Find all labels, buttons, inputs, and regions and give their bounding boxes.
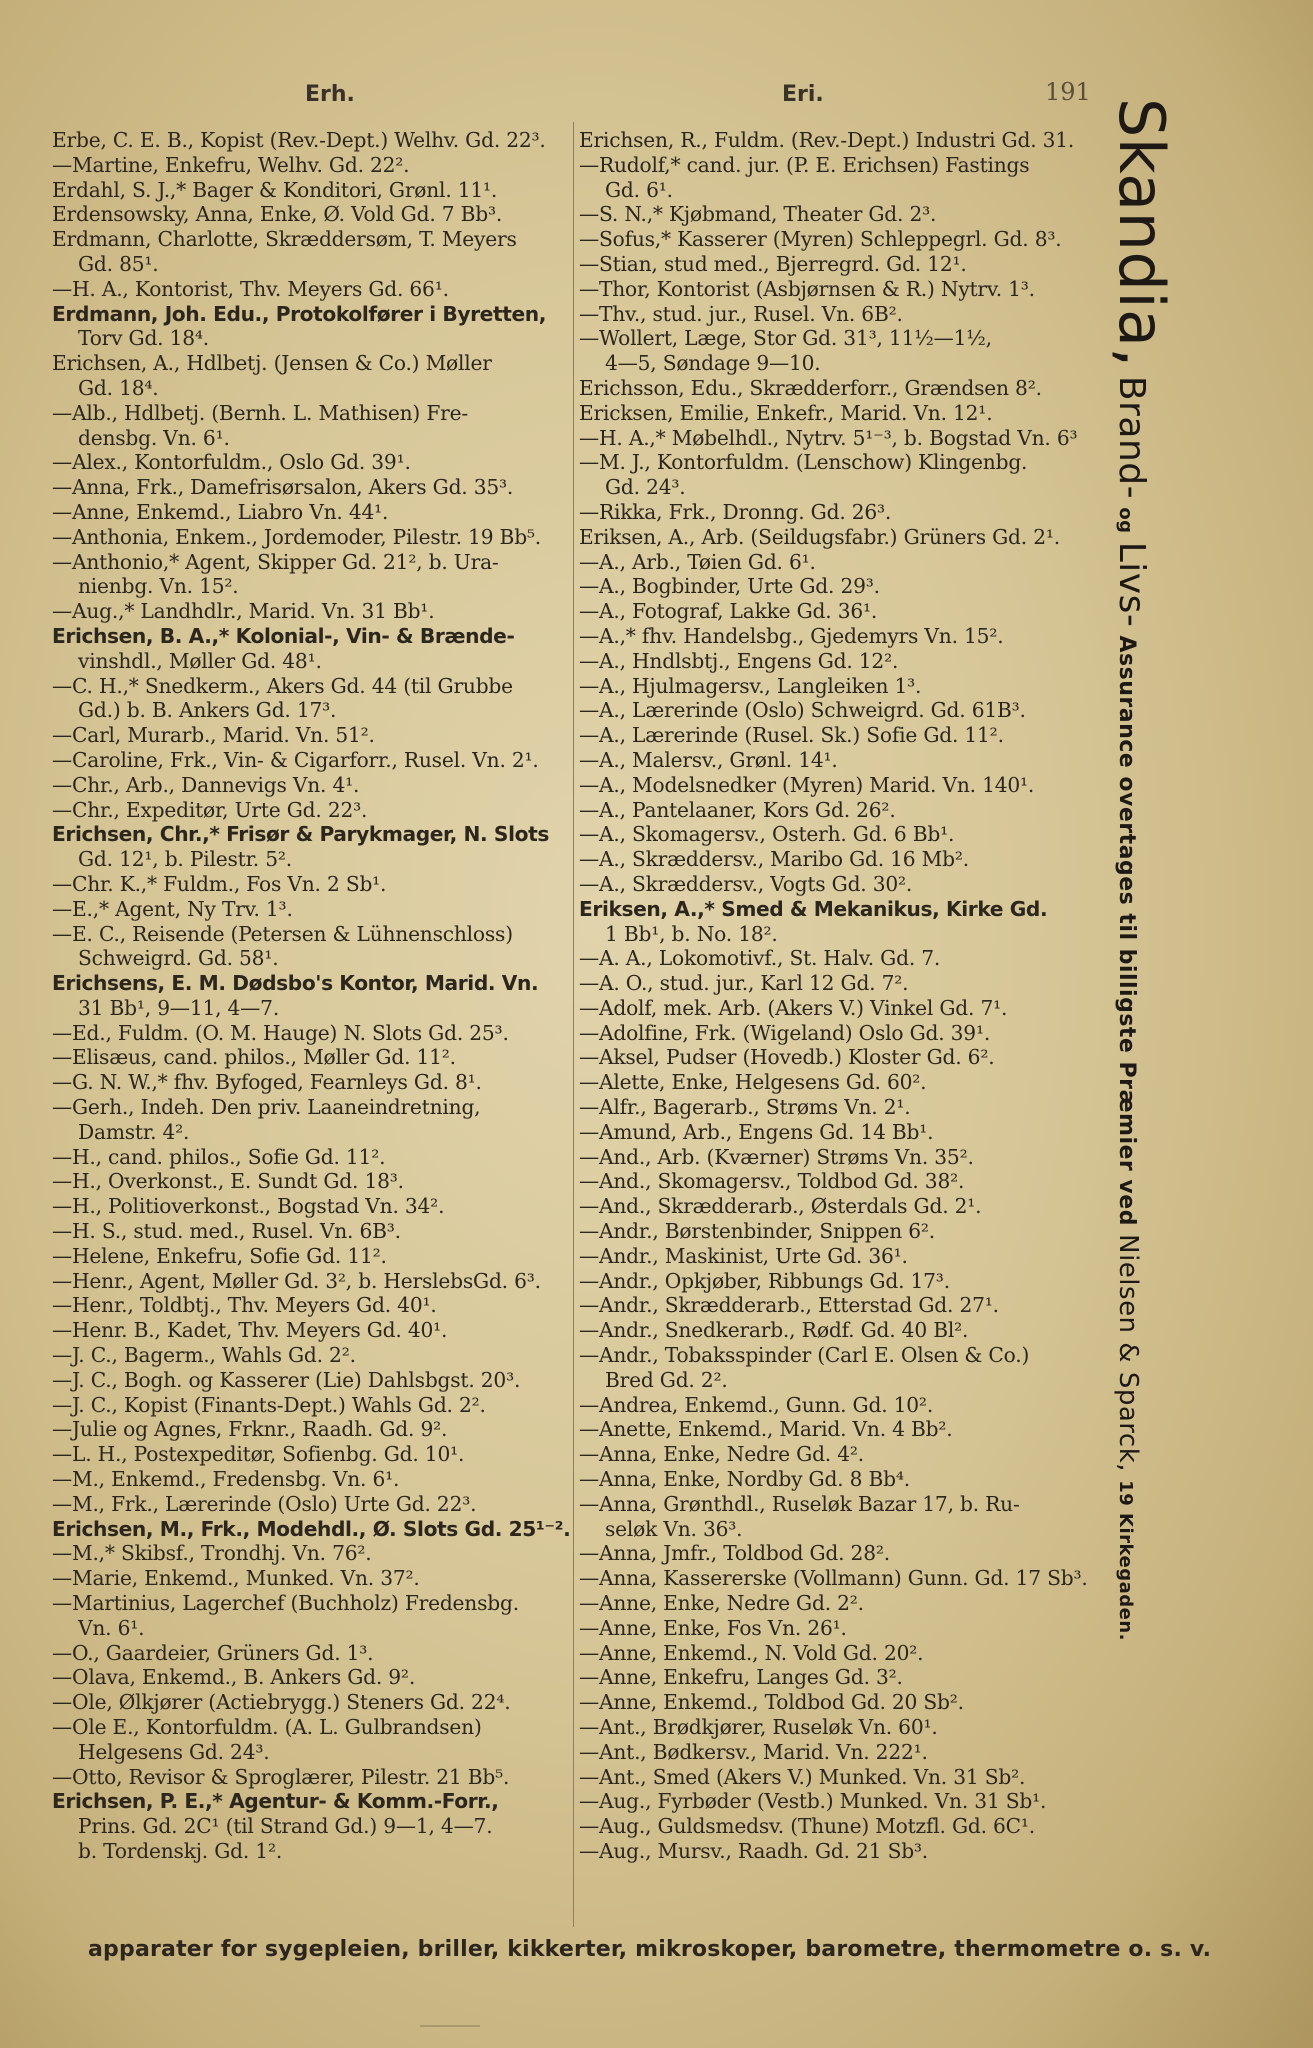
directory-line: —Alex., Kontorfuldm., Oslo Gd. 39¹. [52,450,411,475]
directory-line: —Anthonia, Enkem., Jordemoder, Pilestr. 19 Bb⁵. [52,524,542,549]
directory-line: Vn. 6¹. [78,1615,145,1640]
directory-line: —H., Overkonst., E. Sundt Gd. 18³. [52,1169,404,1194]
directory-line: Gd. 12¹, b. Pilestr. 5². [78,847,292,872]
directory-line: —A., Malersv., Grønl. 14¹. [579,747,838,772]
running-head-center: Eri. [782,82,824,107]
directory-line: —A., Bogbinder, Urte Gd. 29³. [579,574,880,599]
directory-line: —Anne, Enkemd., Toldbod Gd. 20 Sb². [579,1690,964,1715]
directory-line: —Aug., Mursv., Raadh. Gd. 21 Sb³. [579,1838,929,1863]
directory-line: —A., Lærerinde (Oslo) Schweigrd. Gd. 61B³. [579,698,1026,723]
directory-line: 31 Bb¹, 9—11, 4—7. [78,995,280,1020]
directory-line: nienbg. Vn. 15². [78,574,239,599]
directory-line: —Chr., Expeditør, Urte Gd. 22³. [52,797,368,822]
directory-line: —Anna, Frk., Damefrisørsalon, Akers Gd. 35³. [52,475,514,500]
directory-line: —H., Politioverkonst., Bogstad Vn. 34². [52,1194,445,1219]
directory-line: —Olava, Enkemd., B. Ankers Gd. 9². [52,1665,416,1690]
directory-line: —A. O., stud. jur., Karl 12 Gd. 7². [579,971,909,996]
directory-line: —Anna, Kassererske (Vollmann) Gunn. Gd. 17 Sb³. [579,1566,1088,1591]
directory-line: Gd. 85¹. [78,251,159,276]
directory-line: —Aksel, Pudser (Hovedb.) Kloster Gd. 6². [579,1045,995,1070]
directory-line: —A., Arb., Tøien Gd. 6¹. [579,549,816,574]
directory-line: —H. A.,* Møbelhdl., Nytrv. 5¹⁻³, b. Bogstad Vn. 6³ [579,425,1078,450]
directory-line: —Aug., Guldsmedsv. (Thune) Motzfl. Gd. 6C¹. [579,1814,1036,1839]
directory-line: —A., Modelsnedker (Myren) Marid. Vn. 140¹. [579,772,1035,797]
directory-line: —H. A., Kontorist, Thv. Meyers Gd. 66¹. [52,276,449,301]
directory-line: —Andr., Skrædderarb., Etterstad Gd. 27¹. [579,1293,999,1318]
directory-line: —Henr., Toldbtj., Thv. Meyers Gd. 40¹. [52,1293,437,1318]
directory-line: —Marie, Enkemd., Munked. Vn. 37². [52,1566,420,1591]
ad-body: Assurance overtages til billigste Præmier ved [1114,635,1139,1226]
directory-line: —Andr., Snedkerarb., Rødf. Gd. 40 Bl². [579,1318,969,1343]
directory-line: —C. H.,* Snedkerm., Akers Gd. 44 (til Grubbe [52,673,513,698]
directory-line: —Anette, Enkemd., Marid. Vn. 4 Bb². [579,1417,953,1442]
directory-line: Erichsen, M., Frk., Modehdl., Ø. Slots Gd. 25¹⁻². [52,1516,571,1541]
directory-line: 4—5, Søndage 9—10. [605,351,821,376]
directory-line: Erichsen, R., Fuldm. (Rev.-Dept.) Industri Gd. 31. [579,128,1075,152]
directory-line: —Alette, Enke, Helgesens Gd. 60². [579,1070,927,1095]
directory-line: —Adolf, mek. Arb. (Akers V.) Vinkel Gd. 7¹. [579,995,1008,1020]
directory-line: —Anne, Enkemd., N. Vold Gd. 20². [579,1640,924,1665]
running-head-left: Erh. [305,82,355,107]
directory-line: —Anna, Grønthdl., Ruseløk Bazar 17, b. Ru- [579,1491,1020,1516]
directory-line: —Ole E., Kontorfuldm. (A. L. Gulbrandsen) [52,1715,482,1739]
directory-line: —A., Hjulmagersv., Langleiken 1³. [579,673,922,698]
directory-line: —A., Skræddersv., Maribo Gd. 16 Mb². [579,847,969,872]
directory-line: —Wollert, Læge, Stor Gd. 31³, 11½—1½, [579,326,992,351]
directory-line: —Caroline, Frk., Vin- & Cigarforr., Rusel. Vn. 2¹. [52,747,539,772]
directory-line: —Thv., stud. jur., Rusel. Vn. 6B². [579,301,903,326]
directory-line: —A., Pantelaaner, Kors Gd. 26². [579,797,896,822]
ad-address: 19 Kirkegaden. [1115,1480,1136,1641]
directory-line: —Otto, Revisor & Sproglærer, Pilestr. 21 Bb⁵. [52,1764,510,1789]
ad-livs-word: Livs- [1111,541,1152,628]
directory-line: —Anne, Enkefru, Langes Gd. 3². [579,1665,903,1690]
directory-line: Erdmann, Joh. Edu., Protokolfører i Byretten, [52,301,546,326]
directory-line: —Stian, stud med., Bjerregrd. Gd. 12¹. [579,251,967,276]
directory-line: —Chr. K.,* Fuldm., Fos Vn. 2 Sb¹. [52,871,387,896]
directory-line: Erichsens, E. M. Dødsbo's Kontor, Marid. Vn. [52,971,539,996]
directory-line: Gd. 18⁴. [78,375,159,400]
directory-line: Gd. 24³. [605,475,686,500]
directory-line: —M., Frk., Lærerinde (Oslo) Urte Gd. 22³. [52,1491,477,1516]
directory-line: —J. C., Bagerm., Wahls Gd. 2². [52,1343,356,1368]
directory-line: —Elisæus, cand. philos., Møller Gd. 11². [52,1045,456,1070]
directory-line: Erichsen, Chr.,* Frisør & Parykmager, N. Slots [52,822,549,847]
directory-line: —Andr., Maskinist, Urte Gd. 36¹. [579,1243,908,1268]
directory-line: Torv Gd. 18⁴. [78,326,210,351]
directory-line: —Andrea, Enkemd., Gunn. Gd. 10². [579,1392,934,1417]
directory-line: —A., Skomagersv., Osterh. Gd. 6 Bb¹. [579,822,955,847]
directory-line: Eriksen, A., Arb. (Seildugsfabr.) Grüners Gd. 2¹. [579,524,1060,549]
directory-line: 1 Bb¹, b. No. 18². [605,921,778,946]
directory-line: Erichsson, Edu., Skrædderforr., Grændsen 8². [579,375,1042,400]
directory-line: —Ed., Fuldm. (O. M. Hauge) N. Slots Gd. 25³. [52,1020,509,1045]
directory-line: —J. C., Bogh. og Kasserer (Lie) Dahlsbgst. 20³. [52,1367,521,1392]
directory-line: Gd. 6¹. [605,177,673,202]
directory-line: —H., cand. philos., Sofie Gd. 11². [52,1144,386,1169]
directory-line: Erdahl, S. J.,* Bager & Konditori, Grønl. 11¹. [52,177,498,202]
column-divider [573,122,574,1927]
directory-line: —S. N.,* Kjøbmand, Theater Gd. 2³. [579,202,937,227]
directory-line: —J. C., Kopist (Finants-Dept.) Wahls Gd. 2². [52,1392,486,1417]
directory-line: Erichsen, B. A.,* Kolonial-, Vin- & Brænde- [52,623,515,648]
directory-line: Gd.) b. B. Ankers Gd. 17³. [78,698,337,723]
directory-line: —Anne, Enke, Fos Vn. 26¹. [579,1615,847,1640]
directory-line: —Andr., Opkjøber, Ribbungs Gd. 17³. [579,1268,950,1293]
ad-brand-name: Skandia, [1105,98,1178,368]
directory-line: —Aug.,* Landhdlr., Marid. Vn. 31 Bb¹. [52,599,435,624]
directory-line: Erdensowsky, Anna, Enke, Ø. Vold Gd. 7 Bb³. [52,202,503,227]
directory-line: —G. N. W.,* fhv. Byfoged, Fearnleys Gd. 8¹. [52,1070,482,1095]
ad-og: og [1115,507,1136,534]
directory-line: Bred Gd. 2². [605,1367,728,1392]
directory-line: —E. C., Reisende (Petersen & Lühnenschloss) [52,921,513,946]
page-edge-mark [420,2025,480,2037]
directory-line: Eriksen, A.,* Smed & Mekanikus, Kirke Gd. [579,896,1048,921]
directory-line: —Sofus,* Kasserer (Myren) Schleppegrl. Gd. 8³. [579,227,1062,252]
directory-line: —Anne, Enke, Nedre Gd. 2². [579,1591,864,1616]
directory-line: —Ant., Smed (Akers V.) Munked. Vn. 31 Sb². [579,1764,1026,1789]
directory-line: —Alb., Hdlbetj. (Bernh. L. Mathisen) Fre- [52,400,468,425]
directory-line: —E.,* Agent, Ny Trv. 1³. [52,896,293,921]
ad-agent: Nielsen & Sparck, [1113,1234,1143,1473]
directory-line: —M., Enkemd., Fredensbg. Vn. 6¹. [52,1467,400,1492]
directory-line: seløk Vn. 36³. [605,1516,743,1541]
directory-line: —A.,* fhv. Handelsbg., Gjedemyrs Vn. 15². [579,623,1004,648]
directory-line: Erbe, C. E. B., Kopist (Rev.-Dept.) Welhv. Gd. 22³. [52,128,546,152]
directory-line: —Henr., Agent, Møller Gd. 3², b. HerslebsGd. 6³. [52,1268,541,1293]
directory-line: —And., Skomagersv., Toldbod Gd. 38². [579,1169,965,1194]
directory-line: —Adolfine, Frk. (Wigeland) Oslo Gd. 39¹. [579,1020,991,1045]
directory-line: —A., Skræddersv., Vogts Gd. 30². [579,871,913,896]
directory-line: Ericksen, Emilie, Enkefr., Marid. Vn. 12¹. [579,400,993,425]
directory-line: —Rikka, Frk., Dronng. Gd. 26³. [579,499,892,524]
directory-line: —A., Fotograf, Lakke Gd. 36¹. [579,599,878,624]
directory-line: Prins. Gd. 2C¹ (til Strand Gd.) 9—1, 4—7. [78,1814,493,1839]
directory-line: Helgesens Gd. 24³. [78,1739,270,1764]
side-advertisement [1105,98,1182,1878]
directory-line: —And., Arb. (Kværner) Strøms Vn. 35². [579,1144,974,1169]
directory-line: Erichsen, P. E.,* Agentur- & Komm.-Forr., [52,1789,499,1814]
directory-line: b. Tordenskj. Gd. 1². [78,1838,283,1863]
directory-line: —Anne, Enkemd., Liabro Vn. 44¹. [52,499,389,524]
directory-line: —O., Gaardeier, Grüners Gd. 1³. [52,1640,374,1665]
directory-line: Erichsen, A., Hdlbetj. (Jensen & Co.) Møller [52,351,492,376]
directory-line: —Julie og Agnes, Frknr., Raadh. Gd. 9². [52,1417,448,1442]
directory-line: —Aug., Fyrbøder (Vestb.) Munked. Vn. 31 Sb¹. [579,1789,1047,1814]
directory-line: densbg. Vn. 6¹. [78,425,230,450]
footer-advertisement: apparater for sygepleien, briller, kikkerter, mikroskoper, barometre, thermometre o. s. v. [88,1937,1212,1962]
directory-line: —H. S., stud. med., Rusel. Vn. 6B³. [52,1219,401,1244]
directory-line: —Thor, Kontorist (Asbjørnsen & R.) Nytrv. 1³. [579,276,1035,301]
directory-line: —Anna, Enke, Nedre Gd. 4². [579,1442,864,1467]
directory-line: —Henr. B., Kadet, Thv. Meyers Gd. 40¹. [52,1318,448,1343]
directory-line: —Chr., Arb., Dannevigs Vn. 4¹. [52,772,360,797]
directory-line: —Andr., Børstenbinder, Snippen 6². [579,1219,936,1244]
directory-line: —Gerh., Indeh. Den priv. Laaneindretning, [52,1095,481,1120]
directory-line: —Ant., Bødkersv., Marid. Vn. 222¹. [579,1739,928,1764]
directory-line: —L. H., Postexpeditør, Sofienbg. Gd. 10¹. [52,1442,465,1467]
right-column [579,128,1089,1864]
directory-line: —And., Skrædderarb., Østerdals Gd. 2¹. [579,1194,982,1219]
directory-line: —Ant., Brødkjører, Ruseløk Vn. 60¹. [579,1715,938,1739]
directory-line: Schweigrd. Gd. 58¹. [78,946,279,971]
page-number: 191 [1045,78,1091,106]
directory-line: —M.,* Skibsf., Trondhj. Vn. 76². [52,1541,372,1566]
directory-line: —Amund, Arb., Engens Gd. 14 Bb¹. [579,1119,934,1144]
directory-line: —Martine, Enkefru, Welhv. Gd. 22². [52,152,410,177]
directory-line: —Helene, Enkefru, Sofie Gd. 11². [52,1243,387,1268]
directory-line: —Anna, Enke, Nordby Gd. 8 Bb⁴. [579,1467,910,1492]
directory-line: —Martinius, Lagerchef (Buchholz) Fredensbg. [52,1591,519,1616]
directory-line: vinshdl., Møller Gd. 48¹. [78,648,322,673]
directory-line: —Rudolf,* cand. jur. (P. E. Erichsen) Fastings [579,152,1030,177]
directory-line: —Andr., Tobaksspinder (Carl E. Olsen & Co.) [579,1343,1030,1368]
directory-line: —Anthonio,* Agent, Skipper Gd. 21², b. Ura- [52,549,499,574]
directory-line: —M. J., Kontorfuldm. (Lenschow) Klingenbg. [579,450,1028,475]
directory-line: —A. A., Lokomotivf., St. Halv. Gd. 7. [579,946,941,971]
directory-line: —A., Lærerinde (Rusel. Sk.) Sofie Gd. 11². [579,723,1004,748]
directory-line: —Alfr., Bagerarb., Strøms Vn. 2¹. [579,1095,911,1120]
directory-line: Erdmann, Charlotte, Skræddersøm, T. Meyers [52,227,517,252]
directory-line: Damstr. 4². [78,1119,190,1144]
directory-line: —Ole, Ølkjører (Actiebrygg.) Steners Gd. 22⁴. [52,1690,511,1715]
ad-brand-word: Brand- [1111,375,1152,500]
directory-line: —Anna, Jmfr., Toldbod Gd. 28². [579,1541,890,1566]
directory-line: —A., Hndlsbtj., Engens Gd. 12². [579,648,899,673]
left-column [52,128,574,1864]
directory-line: —Carl, Murarb., Marid. Vn. 51². [52,723,375,748]
